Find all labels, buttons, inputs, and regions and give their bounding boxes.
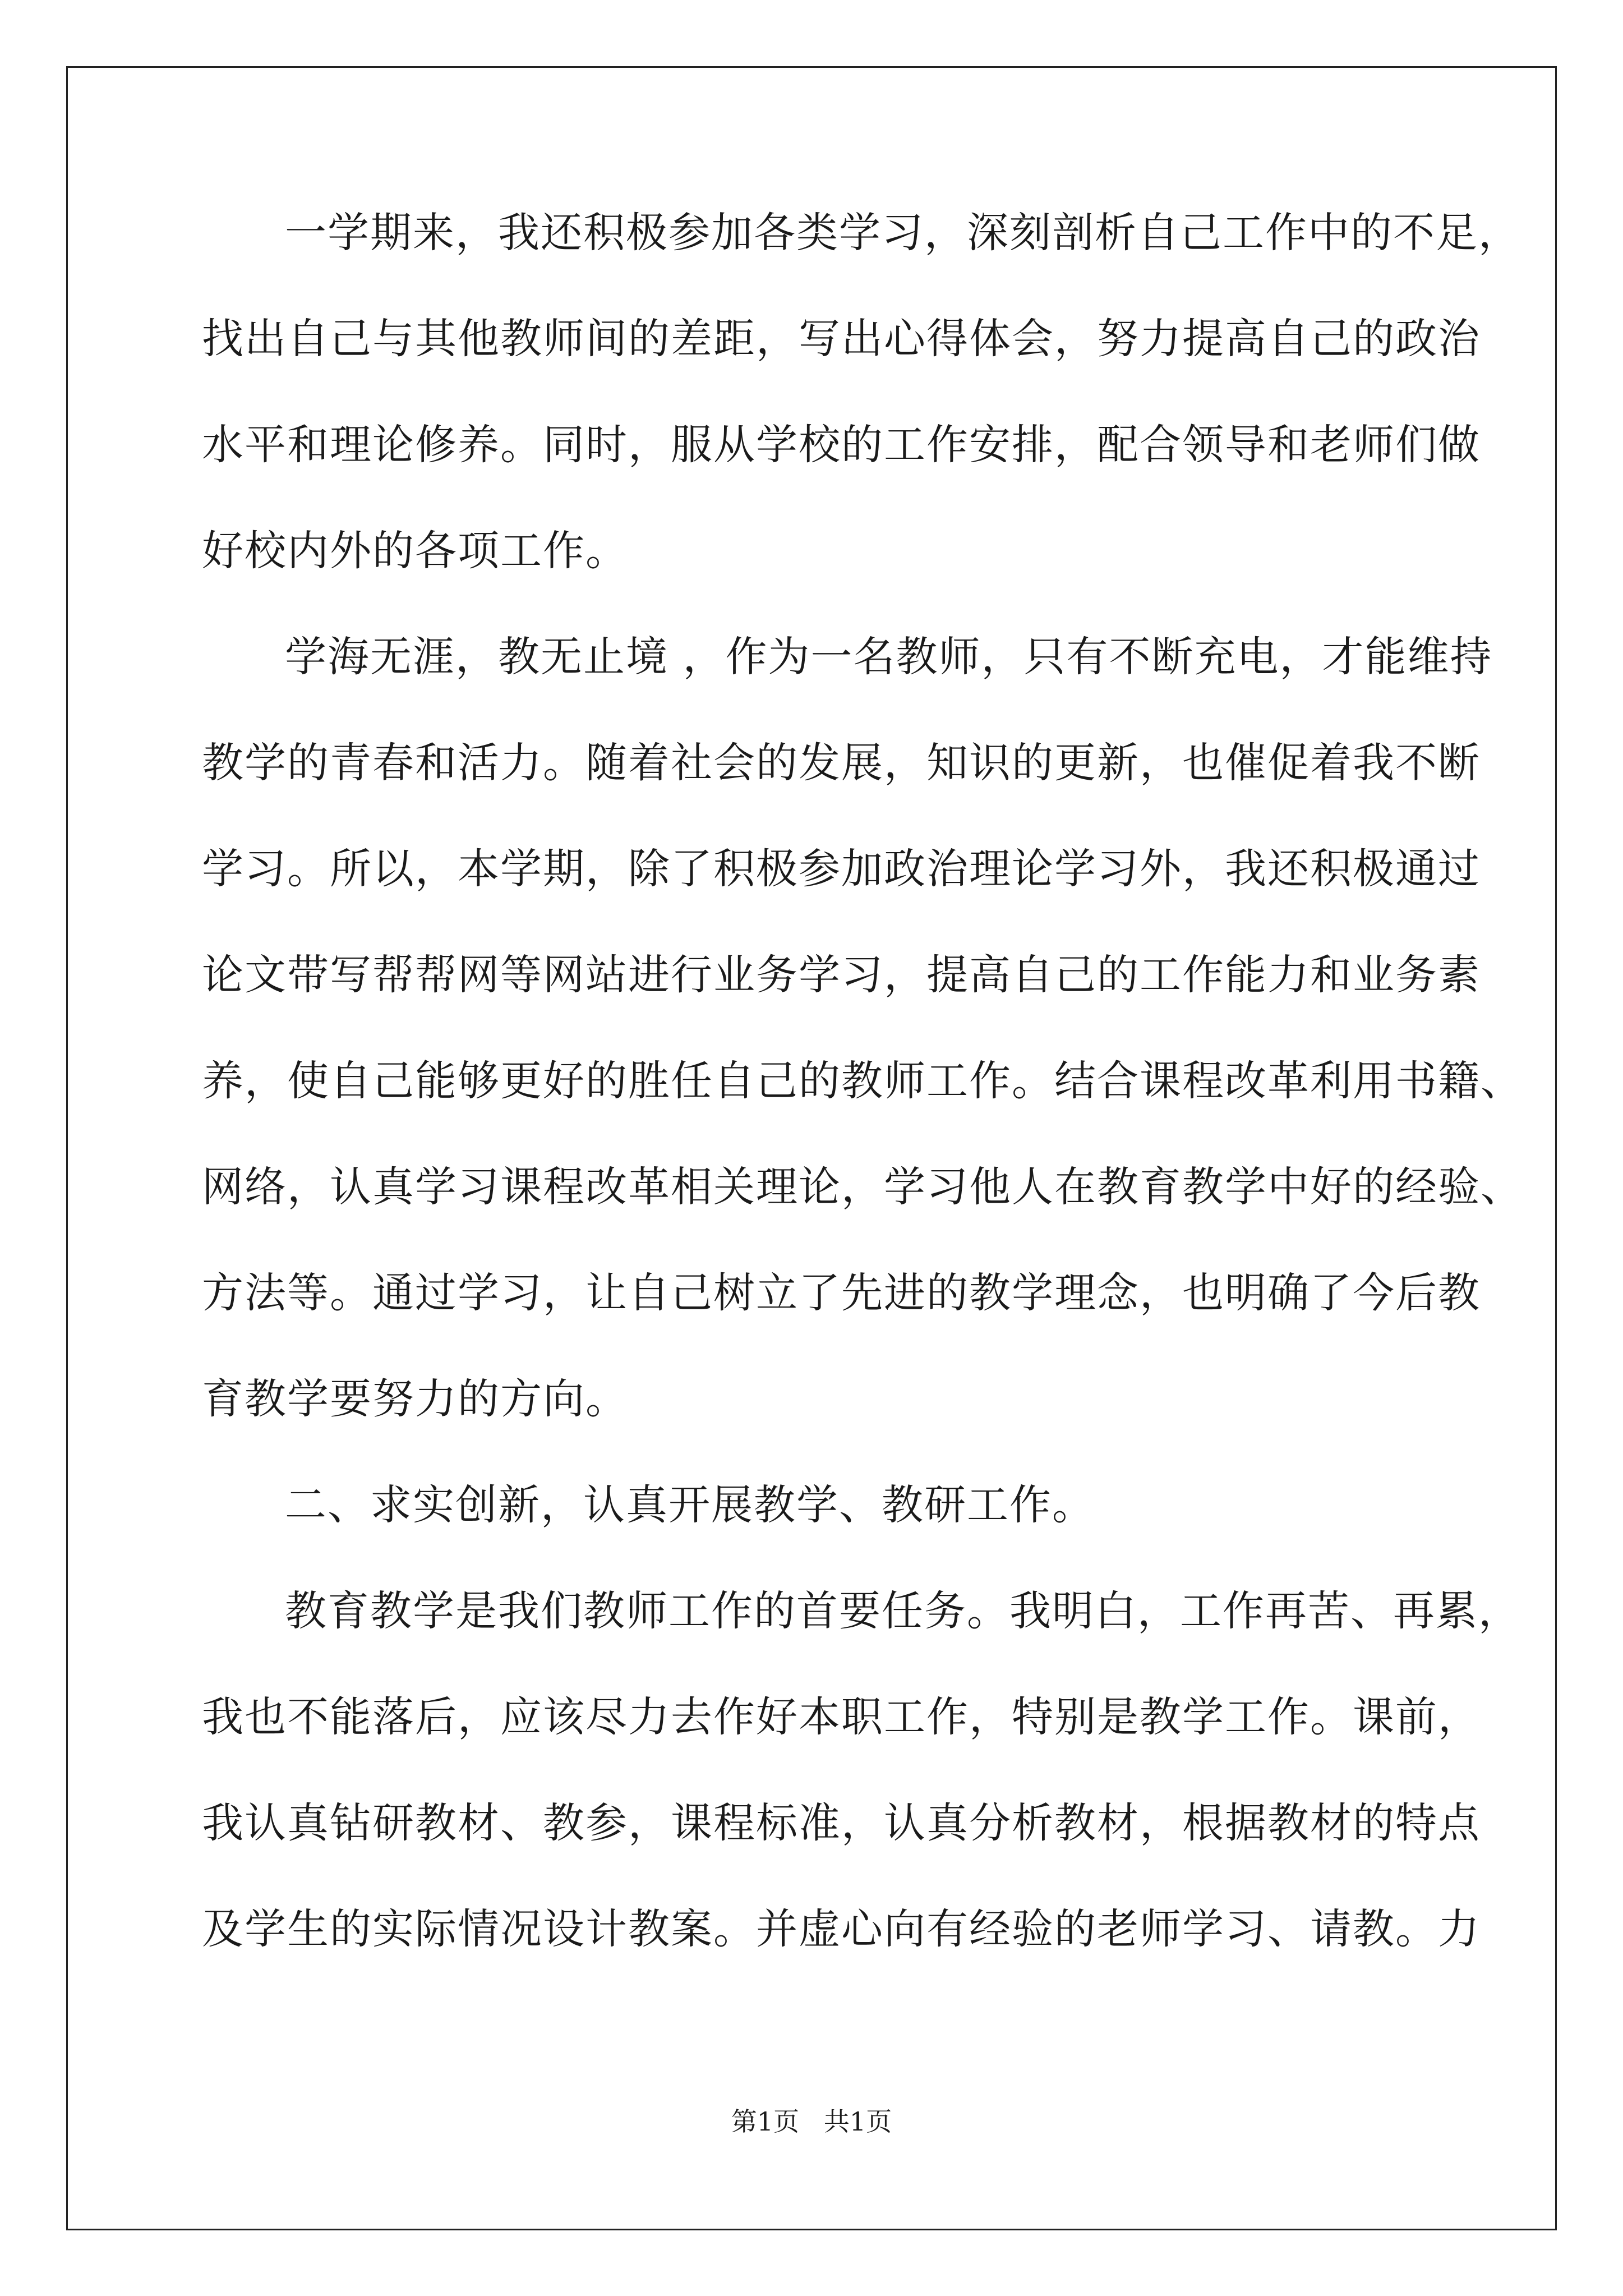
text-line: 我认真钻研教材、教参，课程标准，认真分析教材，根据教材的特点 <box>202 1799 1481 1847</box>
text-line: 我也不能落后，应该尽力去作好本职工作，特别是教学工作。课前， <box>202 1693 1481 1741</box>
text-line: 学习。所以，本学期，除了积极参加政治理论学习外，我还积极通过 <box>202 845 1481 893</box>
text-line: 水平和理论修养。同时，服从学校的工作安排，配合领导和老师们做 <box>202 421 1481 469</box>
text-line: 一学期来，我还积极参加各类学习，深刻剖析自己工作中的不足， <box>285 209 1521 257</box>
text-line: 及学生的实际情况设计教案。并虚心向有经验的老师学习、请教。力 <box>202 1905 1481 1953</box>
document-body <box>202 199 1523 2001</box>
section-heading: 二、求实创新，认真开展教学、教研工作。 <box>285 1481 1095 1529</box>
text-line: 学海无涯，教无止境 ，作为一名教师，只有不断充电，才能维持 <box>285 633 1493 681</box>
text-line: 方法等。通过学习，让自己树立了先进的教学理念，也明确了今后教 <box>202 1269 1481 1317</box>
text-line: 养，使自己能够更好的胜任自己的教师工作。结合课程改革利用书籍、 <box>202 1057 1523 1105</box>
text-line: 论文带写帮帮网等网站进行业务学习，提高自己的工作能力和业务素 <box>202 951 1481 999</box>
text-line: 网络，认真学习课程改革相关理论，学习他人在教育教学中好的经验、 <box>202 1163 1523 1211</box>
text-line: 育教学要努力的方向。 <box>202 1375 628 1423</box>
page-number: 第1页 共1页 <box>731 2106 892 2137</box>
text-line: 教育教学是我们教师工作的首要任务。我明白，工作再苦、再累， <box>285 1587 1521 1635</box>
text-line: 好校内外的各项工作。 <box>202 527 628 575</box>
text-line: 教学的青春和活力。随着社会的发展，知识的更新，也催促着我不断 <box>202 739 1481 787</box>
text-line: 找出自己与其他教师间的差距，写出心得体会，努力提高自己的政治 <box>202 315 1481 363</box>
